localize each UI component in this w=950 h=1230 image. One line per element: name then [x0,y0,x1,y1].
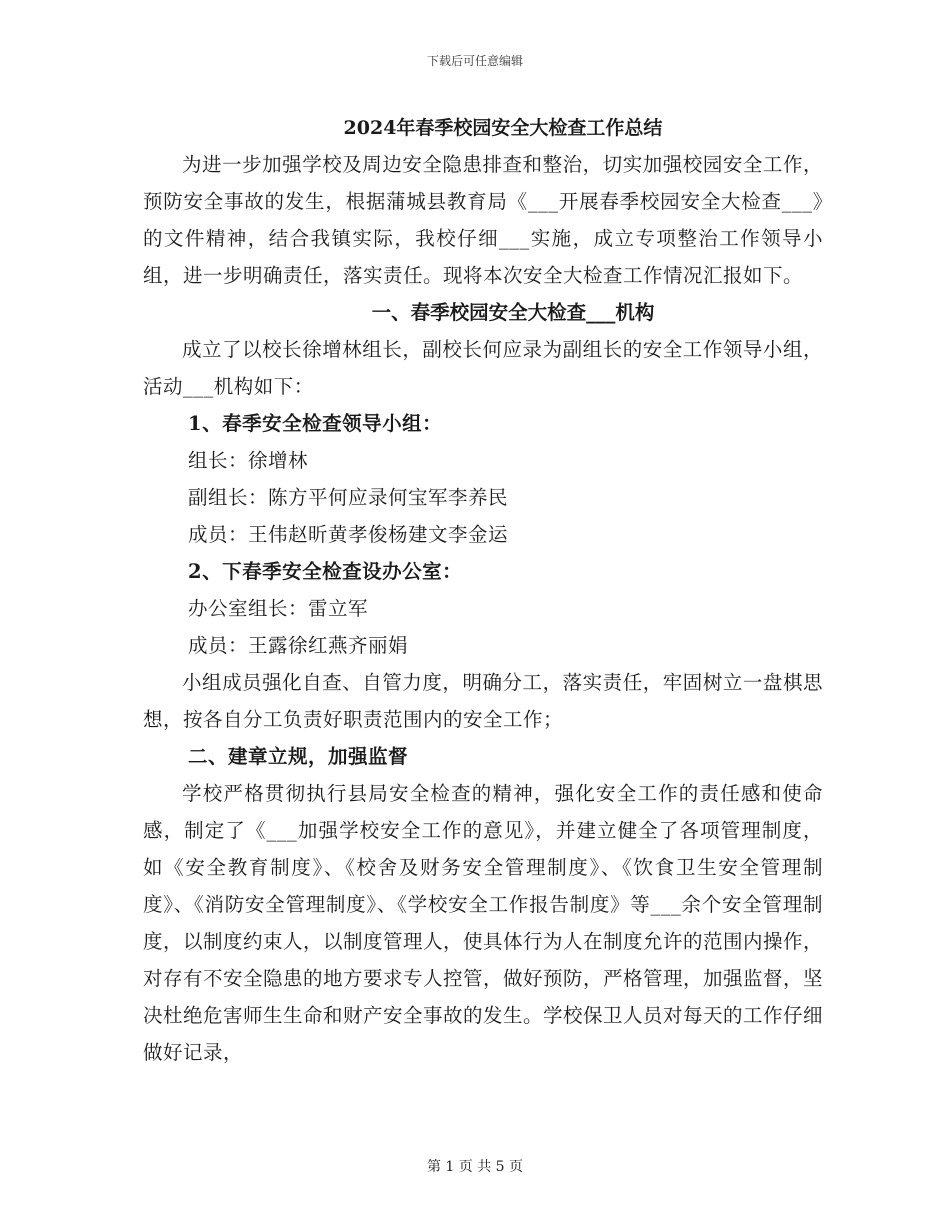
document-title: 2024年春季校园安全大检查工作总结 [343,117,663,139]
document-body [143,110,823,1071]
members-line: 成员：王伟赵昕黄孝俊杨建文李金运 [188,523,509,546]
subsection-2-paragraph: 小组成员强化自查、自管力度，明确分工，落实责任，牢固树立一盘棋思想，按各自分工负责好职责范围内的安全工作； [143,671,823,731]
page-number: 第 1 页 共 5 页 [426,1159,524,1175]
deputy-leader-line: 副组长：陈方平何应录何宝军李养民 [188,486,509,509]
subsection-1-heading: 1、春季安全检查领导小组： [188,412,443,435]
leader-line: 组长：徐增林 [188,449,309,472]
section-1-paragraph: 成立了以校长徐增林组长，副校长何应录为副组长的安全工作领导小组，活动___机构如下： [143,338,823,398]
section-1-heading: 一、春季校园安全大检查___机构 [371,301,655,324]
section-2-paragraph: 学校严格贯彻执行县局安全检查的精神，强化安全工作的责任感和使命感，制定了《___加强学校安全工作的意见》，并建立健全了各项管理制度，如《安全教育制度》、《校舍及财务安全管理制度》、《饮食卫生安全管理制度》、《消防安全管理制度》、《学校安全工作报告制度》等___余个安全管理制度，以制度约束人，以制度管理人，使具体行为人在制度允许的范围内操作，对存有不安全隐患的地方要求专人控管，做好预防，严格管理，加强监督，坚决杜绝危害师生生命和财产安全事故的发生。学校保卫人员对每天的工作仔细做好记录， [143,782,824,1064]
subsection-2-heading: 2、下春季安全检查设办公室： [188,560,463,583]
header-note: 下载后可任意编辑 [426,54,523,68]
office-members-line: 成员：王露徐红燕齐丽娟 [188,634,409,657]
office-leader-line: 办公室组长：雷立军 [188,597,369,620]
section-2-heading: 二、建章立规，加强监督 [188,745,409,768]
intro-paragraph: 为进一步加强学校及周边安全隐患排查和整治，切实加强校园安全工作，预防安全事故的发生，根据蒲城县教育局《___开展春季校园安全大检查___》的文件精神，结合我镇实际，我校仔细___实施，成立专项整治工作领导小组，进一步明确责任，落实责任。现将本次安全大检查工作情况汇报如下。 [143,153,823,287]
